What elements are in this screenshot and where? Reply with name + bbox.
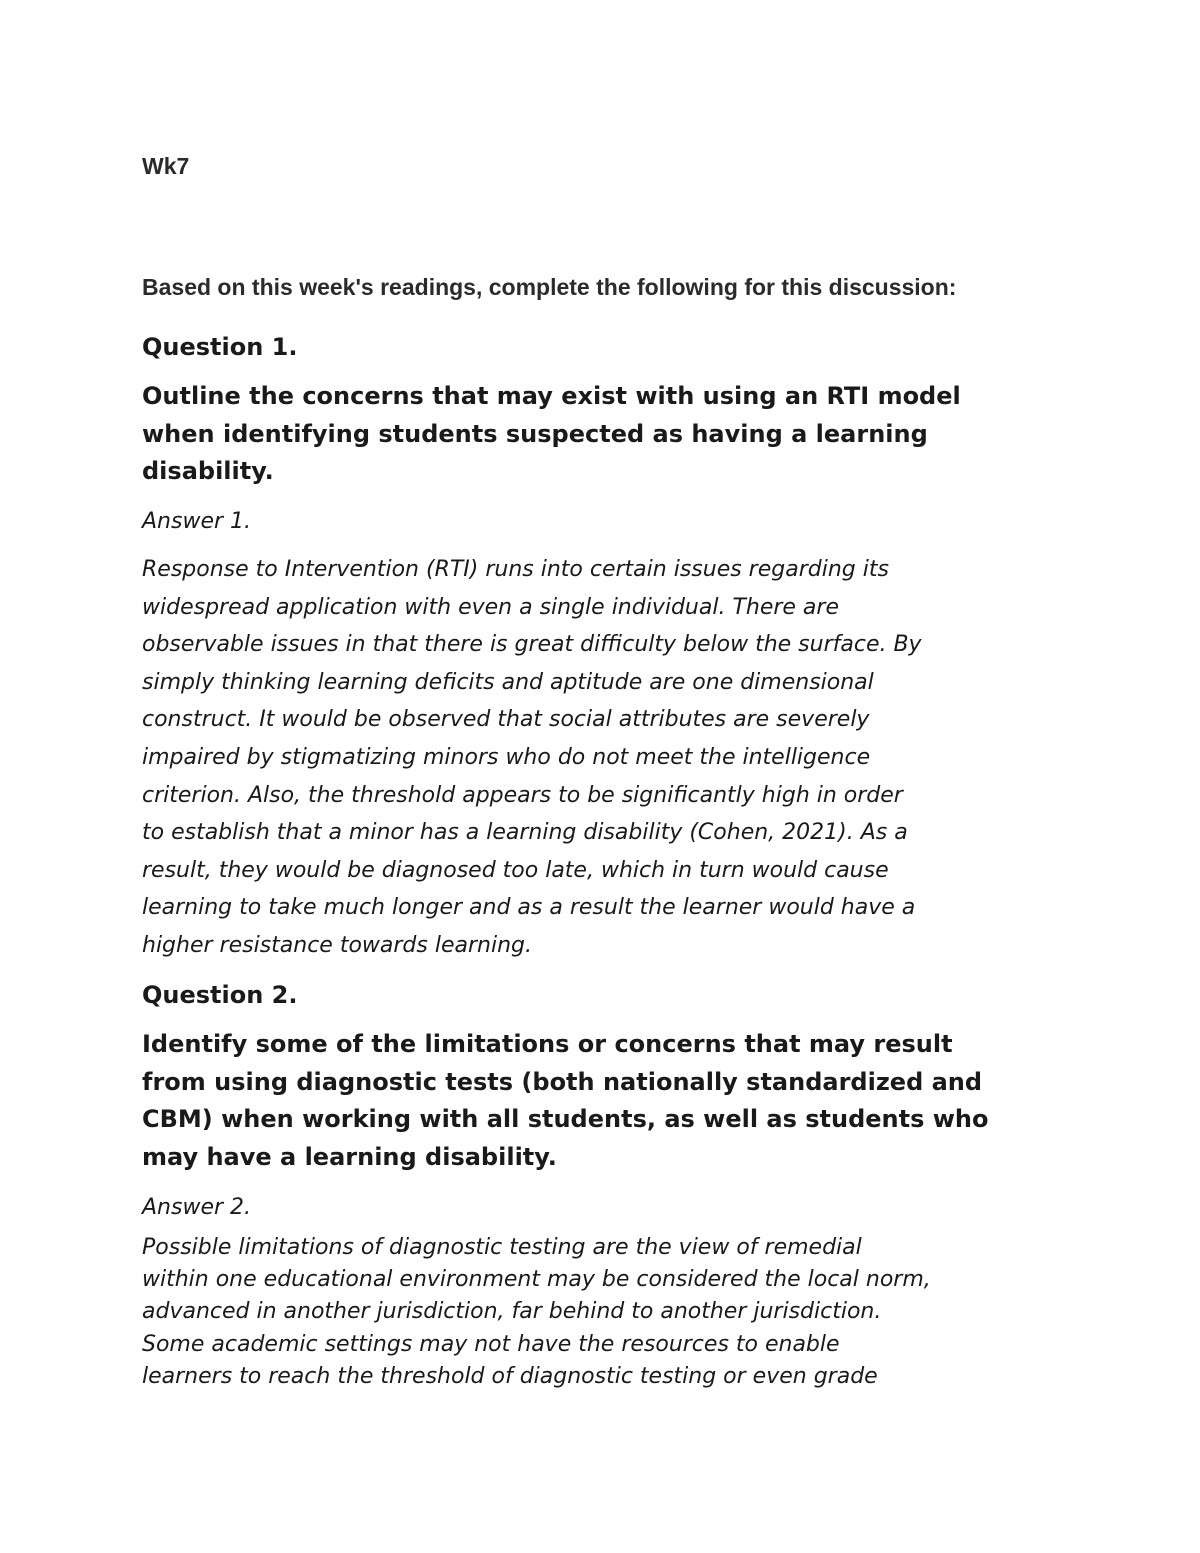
- answer-1-line: observable issues in that there is great difficulty below the surface. By: [142, 632, 922, 658]
- answer-1-line: higher resistance towards learning.: [142, 932, 532, 958]
- instructions-text: Based on this week's readings, complete the following for this discussion:: [142, 274, 957, 300]
- answer-2-line: Some academic settings may not have the resources to enable: [142, 1331, 840, 1357]
- question-1-label: Question 1.: [142, 333, 298, 361]
- answer-1-line: simply thinking learning deficits and aptitude are one dimensional: [142, 669, 874, 695]
- question-2-line: Identify some of the limitations or concerns that may result: [142, 1030, 953, 1058]
- answer-2-line: learners to reach the threshold of diagnostic testing or even grade: [142, 1363, 878, 1389]
- question-2-text: [142, 1026, 989, 1176]
- question-1-text: [142, 378, 961, 491]
- answer-2-line: Possible limitations of diagnostic testing are the view of remedial: [142, 1235, 862, 1260]
- answer-1-line: widespread application with even a single individual. There are: [142, 594, 839, 620]
- answer-1-line: construct. It would be observed that social attributes are severely: [142, 707, 870, 733]
- answer-2-text: [142, 1232, 931, 1393]
- question-2-line: may have a learning disability.: [142, 1142, 557, 1171]
- question-2-label: Question 2.: [142, 981, 298, 1009]
- answer-2-label: Answer 2.: [142, 1195, 252, 1220]
- answer-1-line: impaired by stigmatizing minors who do not meet the intelligence: [142, 744, 871, 770]
- answer-1-line: learning to take much longer and as a result the learner would have a: [142, 895, 916, 921]
- answer-1-line: Response to Intervention (RTI) runs into certain issues regarding its: [142, 557, 889, 582]
- document-title: Wk7: [142, 153, 190, 179]
- question-2-line: CBM) when working with all students, as well as students who: [142, 1105, 989, 1133]
- question-1-line: disability.: [142, 457, 274, 485]
- question-1-line: when identifying students suspected as having a learning: [142, 419, 928, 448]
- answer-1-line: to establish that a minor has a learning disability (Cohen, 2021). As a: [142, 820, 908, 846]
- answer-1-line: criterion. Also, the threshold appears to be significantly high in order: [142, 782, 903, 808]
- question-2-line: from using diagnostic tests (both nationally standardized and: [142, 1067, 983, 1096]
- question-1-line: Outline the concerns that may exist with using an RTI model: [142, 382, 961, 410]
- answer-2-line: within one educational environment may be considered the local norm,: [142, 1267, 931, 1293]
- answer-1-line: result, they would be diagnosed too late, which in turn would cause: [142, 857, 889, 883]
- answer-1-text: [142, 551, 922, 965]
- answer-2-line: advanced in another jurisdiction, far behind to another jurisdiction.: [142, 1299, 882, 1325]
- answer-1-label: Answer 1.: [142, 509, 252, 534]
